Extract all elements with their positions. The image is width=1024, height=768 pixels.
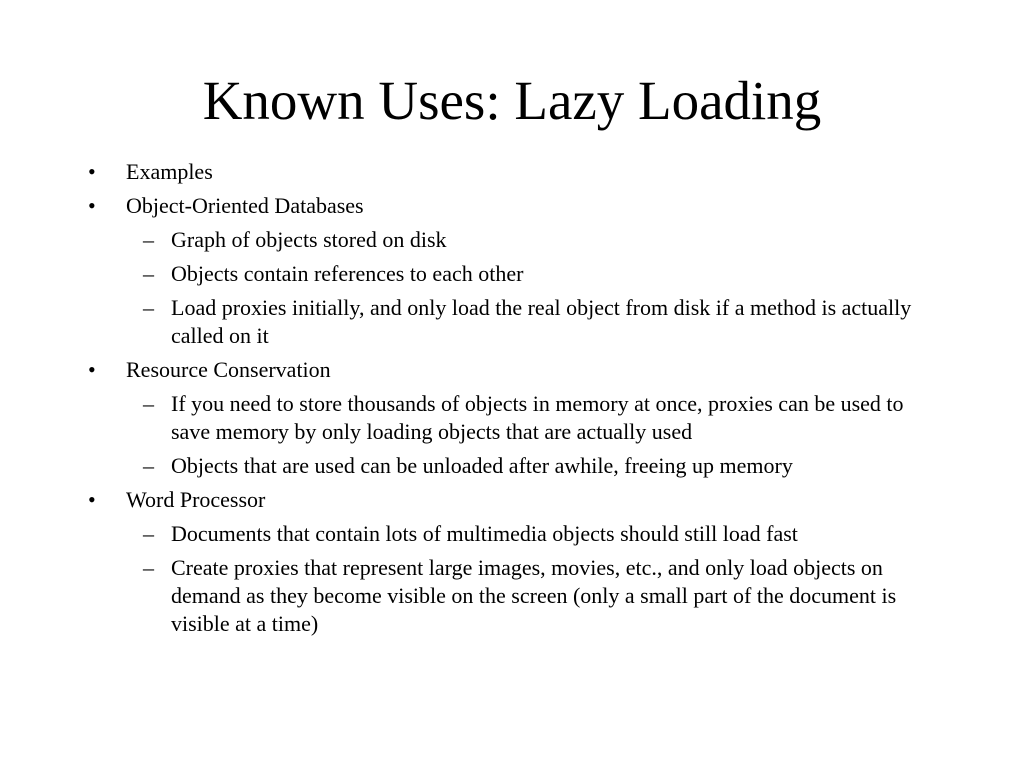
slide-title: Known Uses: Lazy Loading	[202, 70, 822, 131]
sub-bullet-text: Load proxies initially, and only load the real object from disk if a method is actually called on it	[171, 295, 912, 348]
dash-marker: –	[143, 391, 154, 416]
sub-bullet-item	[0, 226, 1024, 254]
bullet-marker: •	[88, 193, 96, 218]
dash-marker: –	[143, 295, 154, 320]
sub-bullet-item	[0, 390, 1024, 446]
sub-bullet-text: Documents that contain lots of multimedia objects should still load fast	[171, 521, 798, 546]
sub-bullet-text: Objects that are used can be unloaded after awhile, freeing up memory	[171, 453, 793, 478]
bullet-item	[0, 158, 1024, 186]
sub-bullet-item	[0, 520, 1024, 548]
bullet-marker: •	[88, 357, 96, 382]
dash-marker: –	[143, 227, 154, 252]
sub-bullet-text: If you need to store thousands of objects in memory at once, proxies can be used to save memory by only loading objects that are actually used	[171, 391, 904, 444]
bullet-text: Examples	[126, 159, 213, 184]
bullet-marker: •	[88, 487, 96, 512]
bullet-text: Resource Conservation	[126, 357, 331, 382]
sub-bullet-item	[0, 294, 1024, 350]
bullet-text: Object-Oriented Databases	[126, 193, 364, 218]
sub-bullet-item	[0, 452, 1024, 480]
bullet-item	[0, 486, 1024, 514]
slide-body	[0, 158, 1024, 638]
sub-bullet-text: Graph of objects stored on disk	[171, 227, 447, 252]
sub-bullet-text: Create proxies that represent large images, movies, etc., and only load objects on demand as they become visible on the screen (only a small part of the document is visible at a time)	[171, 555, 897, 636]
dash-marker: –	[143, 453, 154, 478]
sub-bullet-item	[0, 260, 1024, 288]
dash-marker: –	[143, 521, 154, 546]
sub-bullet-item	[0, 554, 1024, 638]
sub-bullet-text: Objects contain references to each other	[171, 261, 524, 286]
bullet-marker: •	[88, 159, 96, 184]
bullet-item	[0, 192, 1024, 220]
bullet-text: Word Processor	[126, 487, 266, 512]
dash-marker: –	[143, 555, 154, 580]
dash-marker: –	[143, 261, 154, 286]
bullet-item	[0, 356, 1024, 384]
